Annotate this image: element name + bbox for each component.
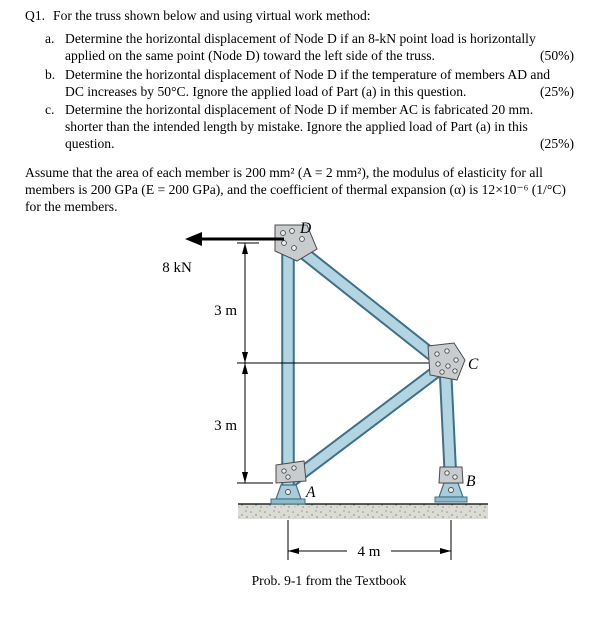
load-arrow bbox=[185, 232, 284, 246]
dim-upper-label: 3 m bbox=[214, 303, 237, 320]
part-b-text: Determine the horizontal displacement of Node D if the temperature of members AD and DC increases by 50°C. Ignore the applied load of Part (a) in this question. bbox=[65, 66, 551, 99]
part-b-weight: (25%) bbox=[540, 83, 574, 99]
ground bbox=[238, 504, 488, 519]
part-a bbox=[25, 31, 590, 65]
question-intro: For the truss shown below and using virtual work method: bbox=[53, 8, 371, 23]
part-b-label: b. bbox=[45, 66, 56, 82]
gusset-plate-c bbox=[428, 343, 465, 380]
support-b bbox=[435, 483, 467, 502]
figure-caption: Prob. 9-1 from the Textbook bbox=[251, 573, 407, 589]
assumptions-paragraph: Assume that the area of each member is 200 mm² (A = 2 mm²), the modulus of elasticity for all members is 200 GPa (E = 200 GPa), and the coefficient of thermal expansion (α) is 12×10⁻⁶ (1/°C) for the members. bbox=[25, 164, 566, 215]
part-c-weight: (25%) bbox=[540, 136, 574, 152]
question-parts bbox=[25, 31, 590, 153]
node-label-c: C bbox=[468, 356, 479, 374]
figure-container bbox=[25, 219, 590, 613]
node-label-a: A bbox=[306, 484, 316, 502]
load-label: 8 kN bbox=[162, 260, 192, 277]
node-label-b: B bbox=[466, 473, 476, 491]
part-c-text: Determine the horizontal displacement of Node D if member AC is fabricated 20 mm. shorter than the intended length by mistake. Ignore the applied load of Part (a) in this question. bbox=[65, 102, 534, 152]
part-b bbox=[25, 67, 590, 101]
dim-bottom-label: 4 m bbox=[357, 544, 381, 561]
part-a-weight: (50%) bbox=[540, 47, 574, 63]
member-dc bbox=[286, 239, 445, 365]
part-a-text: Determine the horizontal displacement of Node D if an 8-kN point load is horizontally applied on the same point (Node D) toward the left side of the truss. bbox=[65, 31, 536, 63]
part-c bbox=[25, 102, 590, 153]
question-heading bbox=[25, 8, 590, 24]
gusset-plate-a bbox=[276, 461, 306, 483]
truss-figure bbox=[25, 219, 610, 609]
member-ac bbox=[286, 365, 445, 485]
dim-lower-label: 3 m bbox=[214, 418, 237, 435]
question-number: Q1. bbox=[25, 8, 46, 23]
node-label-d: D bbox=[300, 220, 312, 238]
part-a-label: a. bbox=[45, 31, 55, 46]
gusset-plate-b bbox=[439, 467, 463, 483]
part-c-label: c. bbox=[45, 102, 55, 118]
support-a bbox=[271, 485, 305, 504]
